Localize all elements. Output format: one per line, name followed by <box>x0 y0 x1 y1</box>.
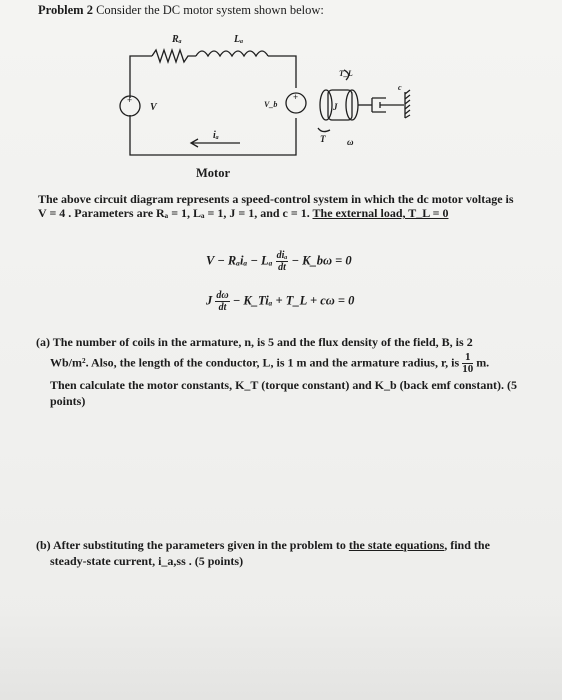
part-b-state-equations: the state equations <box>348 538 445 552</box>
eq2-numerator: dω <box>216 290 229 301</box>
part-a-line-1: (a) The number of coils in the armature, n, is 5 and the flux density of the field, B, is 2 <box>36 335 473 349</box>
label-ia: iₐ <box>213 130 219 141</box>
part-a-line-4: points) <box>50 394 86 408</box>
problem-paragraph <box>38 192 538 220</box>
part-b-line-1 <box>36 537 546 553</box>
radius-fraction <box>462 352 473 375</box>
part-b-line-1a: (b) After substituting the parameters given in the problem to <box>36 538 349 552</box>
part-a-line-2b: m. <box>476 355 490 370</box>
damper-piston <box>380 102 404 108</box>
part-b-line-2: steady-state current, i_a,ss . (5 points) <box>50 554 244 568</box>
wire-top-left <box>130 56 152 98</box>
equation-1 <box>206 250 352 273</box>
radius-denominator: 10 <box>462 363 474 375</box>
part-a-line-3: Then calculate the motor constants, K_T (torque constant) and K_b (back emf constant). (5 <box>50 378 517 392</box>
plus-sign-right: + <box>293 92 299 102</box>
eq2-denominator: dt <box>218 302 227 313</box>
equation-2 <box>206 290 354 313</box>
paragraph-line-2a: V = 4 . Parameters are Rₐ = 1, Lₐ = 1, J = 1, and c = 1. <box>38 206 313 220</box>
label-V: V <box>150 102 157 113</box>
rotor-left-face <box>320 90 332 120</box>
label-La: Lₐ <box>234 34 244 45</box>
label-J: J <box>333 102 338 112</box>
problem-prompt: Consider the DC motor system shown below: <box>96 3 324 17</box>
paragraph-line-2b: The external load, T_L = 0 <box>312 206 449 220</box>
ground-hatching <box>405 90 410 118</box>
paper-shadow <box>0 610 562 700</box>
eq1-right: − K_bω = 0 <box>291 253 352 268</box>
label-Ra: Rₐ <box>172 34 182 45</box>
diagram-caption: Motor <box>196 166 231 180</box>
part-a-line-2a: Wb/m². Also, the length of the conductor, L, is 1 m and the armature radius, r, is <box>50 355 460 370</box>
eq2-fraction <box>215 290 229 313</box>
part-a <box>36 334 546 409</box>
radius-numerator: 1 <box>462 352 473 364</box>
motor-torque-arrow <box>318 128 330 132</box>
plus-sign-left: + <box>127 95 133 105</box>
label-T: T <box>320 134 326 144</box>
eq1-numerator: diₐ <box>276 250 288 261</box>
eq2-left: J <box>206 293 213 308</box>
problem-label: Problem 2 <box>38 3 93 17</box>
resistor-Ra <box>152 50 196 62</box>
label-c: c <box>398 83 402 92</box>
part-a-line-2 <box>36 352 546 375</box>
eq2-right: − K_Tiₐ + T_L + cω = 0 <box>232 293 355 308</box>
eq1-left: V − Rₐiₐ − Lₐ <box>206 253 273 268</box>
label-TL: T_L <box>339 69 353 78</box>
label-omega: ω <box>347 137 354 147</box>
paragraph-line-1: The above circuit diagram represents a speed-control system in which the dc motor voltage is <box>38 192 514 206</box>
dc-motor-circuit-diagram <box>0 0 562 185</box>
eq1-fraction <box>276 250 289 273</box>
part-b <box>36 537 546 569</box>
inductor-La <box>196 51 268 56</box>
eq1-denominator: dt <box>278 262 286 273</box>
wire-top-right <box>268 56 296 88</box>
part-b-line-1c: , find the <box>444 538 490 552</box>
label-Vb: V_b <box>264 100 278 109</box>
